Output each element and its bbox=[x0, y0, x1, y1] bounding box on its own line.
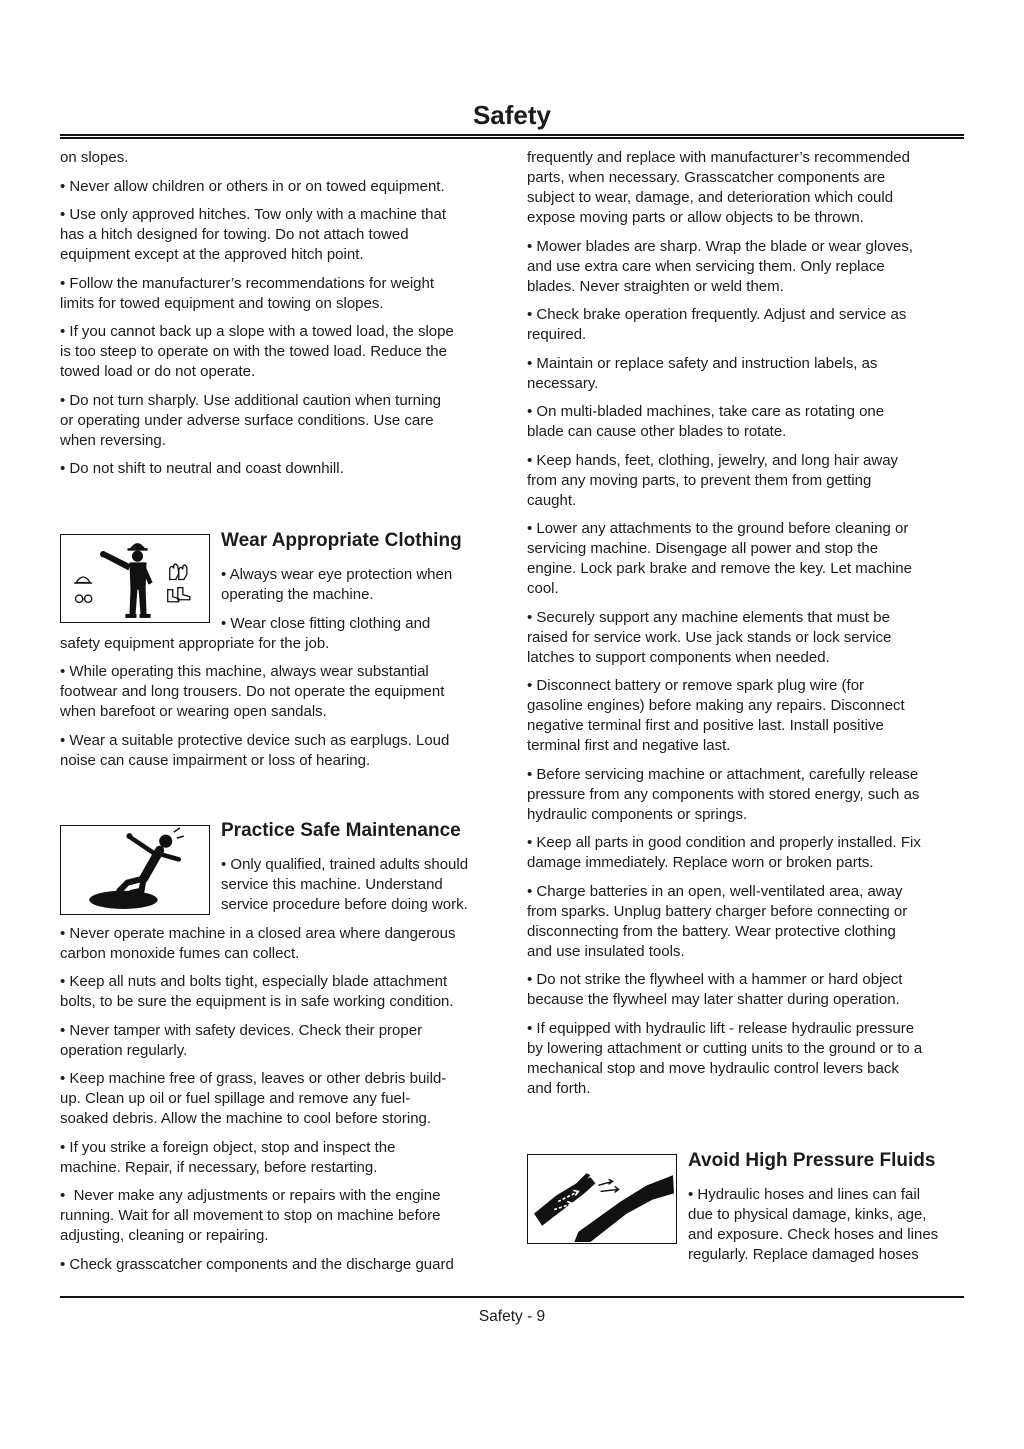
text-line: caught. bbox=[527, 491, 577, 509]
header-rule-thin bbox=[60, 134, 964, 136]
text-line: servicing machine. Disengage all power and stop the bbox=[527, 540, 879, 557]
text-line: hydraulic components or springs. bbox=[527, 805, 748, 823]
bullet-item bbox=[527, 765, 967, 825]
text-line: regularly. Replace damaged hoses bbox=[688, 1246, 919, 1263]
text-line: blade can cause other blades to rotate. bbox=[527, 423, 787, 440]
text-line: • Do not turn sharply. Use additional caution when turning bbox=[60, 391, 442, 409]
bullet-item bbox=[60, 1186, 500, 1246]
protective-clothing-icon bbox=[60, 534, 210, 623]
text-line: • Mower blades are sharp. Wrap the blade or wear gloves, bbox=[527, 237, 914, 255]
bullet-item bbox=[527, 608, 967, 668]
text-line: from sparks. Unplug battery charger before connecting or bbox=[527, 902, 908, 920]
text-line: • Maintain or replace safety and instruction labels, as bbox=[527, 354, 878, 372]
text-line: limits for towed equipment and towing on slopes. bbox=[60, 294, 384, 312]
text-line: expose moving parts or allow objects to be thrown. bbox=[527, 209, 864, 226]
text-line: towed load or do not operate. bbox=[60, 363, 256, 380]
fluid-puddle bbox=[89, 891, 157, 909]
text-line: latches to support components when needed. bbox=[527, 648, 830, 666]
section-wear-appropriate-clothing bbox=[60, 530, 500, 779]
text-line: and exposure. Check hoses and lines bbox=[688, 1226, 939, 1243]
bullet-item bbox=[60, 731, 500, 771]
text-line: • Only qualified, trained adults should bbox=[221, 856, 469, 873]
text-line: • Keep hands, feet, clothing, jewelry, and long hair away bbox=[527, 451, 899, 469]
bullet-item bbox=[527, 833, 967, 873]
bullet-item bbox=[527, 970, 967, 1010]
text-line: noise can cause impairment or loss of hearing. bbox=[60, 751, 371, 769]
text-line: • Wear a suitable protective device such as earplugs. Loud bbox=[60, 731, 450, 749]
text-line: or operating under adverse surface conditions. Use care bbox=[60, 411, 434, 429]
text-line: frequently and replace with manufacturer’s recommended bbox=[527, 149, 910, 166]
text-line: required. bbox=[527, 326, 587, 343]
slip-hazard-icon bbox=[60, 825, 210, 915]
text-line: soaked debris. Allow the machine to cool before storing. bbox=[60, 1110, 432, 1127]
text-line: disconnecting from the battery. Wear protective clothing bbox=[527, 922, 896, 940]
text-line: operation regularly. bbox=[60, 1041, 188, 1059]
text-line: • Disconnect battery or remove spark plug wire (for bbox=[527, 677, 865, 694]
text-line: cool. bbox=[527, 580, 559, 597]
text-line: gasoline engines) before making any repairs. Disconnect bbox=[527, 697, 905, 714]
text-line: and forth. bbox=[527, 1079, 591, 1097]
text-line: • Never operate machine in a closed area where dangerous bbox=[60, 924, 456, 942]
spray-arrows bbox=[598, 1179, 618, 1192]
text-line: bolts, to be sure the equipment is in safe working condition. bbox=[60, 993, 454, 1010]
hand-shape bbox=[534, 1177, 595, 1226]
text-line: has a hitch designed for towing. Do not attach towed bbox=[60, 226, 409, 243]
bullet-item bbox=[60, 205, 500, 265]
text-line: • If equipped with hydraulic lift - release hydraulic pressure bbox=[527, 1019, 915, 1037]
text-line: when reversing. bbox=[60, 431, 166, 449]
section-practice-safe-maintenance bbox=[60, 820, 500, 1283]
gloves-icon bbox=[170, 564, 187, 579]
text-line: machine. Repair, if necessary, before restarting. bbox=[60, 1158, 378, 1176]
text-line: parts, when necessary. Grasscatcher components are bbox=[527, 169, 886, 186]
text-line: necessary. bbox=[527, 374, 599, 392]
text-line: carbon monoxide fumes can collect. bbox=[60, 944, 300, 962]
bullet-item bbox=[527, 354, 967, 394]
bullet-item bbox=[527, 1019, 967, 1099]
footer-rule bbox=[60, 1296, 964, 1298]
text-line: subject to wear, damage, and deterioration which could bbox=[527, 189, 894, 206]
person-head bbox=[159, 835, 172, 848]
text-line: • Keep all parts in good condition and properly installed. Fix bbox=[527, 834, 921, 851]
text-line: raised for service work. Use jack stands or lock service bbox=[527, 628, 892, 646]
text-line: • Hydraulic hoses and lines can fail bbox=[688, 1186, 921, 1203]
section-heading: Practice Safe Maintenance bbox=[221, 820, 461, 841]
text-line: • Never allow children or others in or on towed equipment. bbox=[60, 177, 445, 195]
section-avoid-high-pressure-fluids bbox=[527, 1150, 967, 1274]
text-line: service procedure before doing work. bbox=[221, 896, 468, 913]
bullet-item bbox=[527, 451, 967, 511]
text-line: pressure from any components with stored energy, such as bbox=[527, 785, 920, 803]
text-line: running. Wait for all movement to stop on machine before bbox=[60, 1207, 441, 1224]
text-line: • Securely support any machine elements that must be bbox=[527, 608, 890, 626]
text-line: • If you strike a foreign object, stop and inspect the bbox=[60, 1138, 396, 1156]
text-line: • While operating this machine, always wear substantial bbox=[60, 663, 429, 680]
worker-figure bbox=[100, 543, 153, 618]
bullet-item bbox=[60, 391, 500, 451]
text-line: footwear and long trousers. Do not operate the equipment bbox=[60, 683, 445, 700]
text-line: • Charge batteries in an open, well-ventilated area, away bbox=[527, 882, 903, 900]
slip-hazard-illustration bbox=[61, 826, 209, 914]
left-column bbox=[60, 148, 500, 1288]
text-line: • Check grasscatcher components and the discharge guard bbox=[60, 1255, 454, 1273]
bullet-item bbox=[60, 1255, 500, 1275]
text-line: • Check brake operation frequently. Adjust and service as bbox=[527, 306, 907, 323]
bullet-item bbox=[60, 459, 500, 479]
text-line: • Keep all nuts and bolts tight, especially blade attachment bbox=[60, 973, 448, 990]
protective-clothing-illustration bbox=[61, 535, 209, 622]
text-line: • Do not strike the flywheel with a hammer or hard object bbox=[527, 971, 903, 988]
text-line: operating the machine. bbox=[221, 586, 374, 603]
section-heading: Wear Appropriate Clothing bbox=[221, 530, 462, 551]
text-line: • Never make any adjustments or repairs with the engine bbox=[60, 1187, 441, 1204]
bullet-item bbox=[60, 177, 500, 197]
bullet-item bbox=[60, 1069, 500, 1129]
towing-continued-block bbox=[60, 148, 500, 488]
text-line: because the flywheel may later shatter during operation. bbox=[527, 991, 900, 1008]
bullet-item bbox=[527, 676, 967, 756]
bullet-item bbox=[527, 237, 967, 297]
text-line: mechanical stop and move hydraulic control levers back bbox=[527, 1059, 899, 1077]
text-line: • Before servicing machine or attachment, carefully release bbox=[527, 765, 919, 783]
text-line: • Lower any attachments to the ground before cleaning or bbox=[527, 520, 909, 537]
text-line: when barefoot or wearing open sandals. bbox=[60, 703, 327, 720]
bullet-item bbox=[60, 274, 500, 314]
text-line: up. Clean up oil or fuel spillage and remove any fuel- bbox=[60, 1090, 411, 1107]
text-line: blades. Never straighten or weld them. bbox=[527, 277, 784, 295]
person-hand bbox=[126, 833, 132, 839]
text-line: from any moving parts, to prevent them from getting bbox=[527, 471, 872, 489]
text-line: equipment except at the approved hitch point. bbox=[60, 246, 364, 263]
text-line: • Use only approved hitches. Tow only with a machine that bbox=[60, 206, 447, 223]
bullet-item bbox=[527, 402, 967, 442]
section-heading: Avoid High Pressure Fluids bbox=[688, 1150, 936, 1171]
bullet-item bbox=[60, 322, 500, 382]
text-line: damage immediately. Replace worn or broken parts. bbox=[527, 854, 874, 871]
hard-hat-icon bbox=[74, 577, 92, 583]
page-number: Safety - 9 bbox=[478, 1308, 546, 1325]
maintenance-continued-block bbox=[527, 148, 967, 1107]
text-line: • Follow the manufacturer’s recommendations for weight bbox=[60, 274, 435, 292]
text-line: • Never tamper with safety devices. Check their proper bbox=[60, 1021, 423, 1039]
text-line: engine. Lock park brake and remove the key. Let machine bbox=[527, 560, 912, 577]
text-line: and use extra care when servicing them. Only replace bbox=[527, 257, 885, 275]
bullet-item bbox=[527, 519, 967, 599]
bullet-item bbox=[60, 662, 500, 722]
bullet-item bbox=[60, 924, 500, 964]
motion-lines bbox=[174, 828, 184, 838]
text-line: • Keep machine free of grass, leaves or other debris build- bbox=[60, 1070, 447, 1087]
text-line: safety equipment appropriate for the job. bbox=[60, 634, 330, 652]
header-rule-thick bbox=[60, 137, 964, 139]
paragraph bbox=[527, 148, 967, 228]
bullet-item bbox=[60, 1021, 500, 1061]
high-pressure-fluid-icon bbox=[527, 1154, 677, 1244]
high-pressure-fluid-illustration bbox=[528, 1155, 676, 1243]
page-title: Safety bbox=[472, 100, 552, 130]
text-line: is too steep to operate on with the towed load. Reduce the bbox=[60, 343, 447, 360]
text-line: service this machine. Understand bbox=[221, 876, 443, 893]
bullet-item bbox=[527, 882, 967, 962]
right-column bbox=[527, 148, 967, 1288]
text-line: • If you cannot back up a slope with a towed load, the slope bbox=[60, 323, 454, 340]
text-line: • On multi-bladed machines, take care as rotating one bbox=[527, 403, 885, 420]
text-line: adjusting, cleaning or repairing. bbox=[60, 1227, 269, 1244]
goggles-icon bbox=[75, 595, 91, 602]
text-line: on slopes. bbox=[60, 149, 129, 166]
falling-person bbox=[119, 838, 178, 893]
paragraph bbox=[60, 148, 500, 168]
bullet-item bbox=[60, 972, 500, 1012]
text-line: • Wear close fitting clothing and bbox=[221, 614, 431, 632]
text-line: due to physical damage, kinks, age, bbox=[688, 1206, 927, 1223]
text-line: terminal first and negative last. bbox=[527, 737, 731, 754]
bullet-item bbox=[527, 305, 967, 345]
text-line: • Do not shift to neutral and coast downhill. bbox=[60, 460, 344, 477]
text-line: • Always wear eye protection when bbox=[221, 566, 453, 583]
text-line: and use insulated tools. bbox=[527, 942, 685, 960]
text-line: by lowering attachment or cutting units to the ground or to a bbox=[527, 1039, 923, 1057]
boots-icon bbox=[168, 588, 190, 602]
bullet-item bbox=[60, 1138, 500, 1178]
text-line: negative terminal first and positive last. Install positive bbox=[527, 717, 884, 734]
